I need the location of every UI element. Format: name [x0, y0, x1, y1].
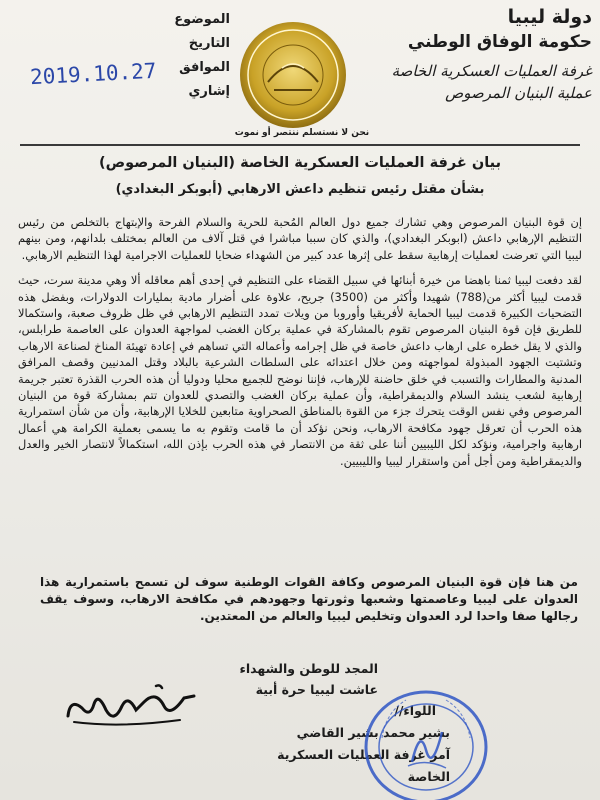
state-name: دولة ليبيا — [507, 6, 592, 28]
signatory-rank: اللواء// — [394, 703, 436, 718]
paragraph-1: إن قوة البنيان المرصوص وهي تشارك جميع دول العالم المُحبة للحرية والسلام الفرحة والإبتهاج بالتخلص من رئيس التنظيم الإرهابي داعش (ابوبكر البغدادي)، والذي كان سببا مباشرا في قتل آلاف من العالم بمختلف بلدانهم، ومن بينهم ليبيا التي تعرضت لعمليات إرهابية سقط على إثرها عدد كبير من الشهداء ضحايا للعمليات الاجرامية لهذا التنظيم الارهابي. — [18, 215, 582, 262]
closing-paragraph: من هنا فإن قوة البنيان المرصوص وكافة القوات الوطنية سوف لن تسمح باستمرارية هذا العدوان على ليبيا وعاصمتها وشعبها وثورتها وجهودهم في مكافحة الارهاب، وسوف يقف رجالها صفا واحدا لرد العدوان وتخليص ليبيا والعالم من المعتدين. — [40, 575, 578, 623]
subject-label: الموضوع — [174, 12, 230, 27]
seal-caption: نحن لا نستسلم ننتصر أو نموت — [234, 128, 370, 138]
date-label: التاريخ — [188, 36, 230, 51]
slogan-2: عاشت ليبيا حرة أبية — [255, 682, 378, 697]
signatory-name: بشير محمد بشير القاضي — [296, 725, 450, 740]
handwritten-signature-icon — [60, 680, 210, 730]
reference-label: إشاري — [188, 84, 230, 99]
hijri-label: الموافق — [179, 60, 230, 75]
slogans — [239, 658, 378, 700]
letterhead-right — [362, 4, 592, 104]
official-stamp-icon — [362, 688, 490, 800]
operation-name: عملية البنيان المرصوص — [445, 84, 592, 102]
statement-title: بيان غرفة العمليات العسكرية الخاصة (البنيان المرصوص) — [98, 155, 502, 171]
subject-field — [20, 12, 230, 36]
date-field — [20, 36, 230, 60]
handwritten-date: 2019.10.27 — [29, 58, 157, 90]
paragraph-2: لقد دفعت ليبيا ثمنا باهضا من خيرة أبنائها في سبيل القضاء على التنظيم في إحدى أهم معاقله ألا وهي مدينة سرت، حيث قدمت ليبيا أكثر من(788) شهيدا وأكثر من (3500) جريح، علاوة على أضرار مادية بمليارات الدولارات، وبفضل هذه التضحيات الكبيرة قدمت ليبيا الحماية لأفريقيا وأوروبا من ويلات تمدد التنظيم الارهابي في ظل ظروف صعبة، واستكمالا للطريق فإن قوة البنيان المرصوص تقوم بالمشاركة في عملية بركان الغضب لمواجهة العدوان على العاصمة طرابلس، والذي لا يقل خطره على ارهاب داعش خاصة في ظل إجرامه وأعماله التي تساهم في إعادة تهيئة المناخ لصناعة الارهاب وتشتيت الجهود المبذولة لمواجهته ومن خلال اعتدائه على السلطات الشرعية بالبلاد وقتل المدنيين وقصف المرافق المدنية والمطارات والتسبب في خلق حاضنة للإرهاب، فإننا نوضح للجميع محليا ودوليا أن هذه الحرب القذرة تعتبر جريمة إرهابية لشعب ينشد السلام والديمقراطية، وأن عملية بركان الغضب والتصدي للعدوان تتم بمشاركة قوة من البنيان المرصوص وفي نفس الوقت يتحرك جزء من القوة بالمناطق الصحراوية متابعين للخلايا الإرهابية، وأن من شأن استمرارية هذه الحرب أن تعرقل جهود مكافحة الارهاب، ونحن نؤكد أن ما قامت وتقوم به ما يسمى بعملية الكرامة هي أعمال ارهابية واجرامية، ونؤكد لكل الليبيين أننا على ثقة من الانتصار في هذه الحرب بإذن الله، استكمالاً لانتصار الخير والعدل والديمقراطية ومن أجل أمن واستقرار ليبيا والليبيين. — [18, 273, 582, 468]
statement-body — [18, 214, 582, 478]
room-name: غرفة العمليات العسكرية الخاصة — [391, 62, 592, 80]
statement-subtitle: بشأن مقتل رئيس تنظيم داعش الارهابي (أبوبكر البغدادي) — [115, 182, 485, 197]
header-divider — [20, 144, 580, 146]
signatory-position: آمر غرفة العمليات العسكرية الخاصة — [277, 747, 450, 784]
government-name: حكومة الوفاق الوطني — [407, 32, 592, 52]
slogan-1: المجد للوطن والشهداء — [239, 661, 378, 676]
gold-seal-emblem — [238, 20, 348, 130]
